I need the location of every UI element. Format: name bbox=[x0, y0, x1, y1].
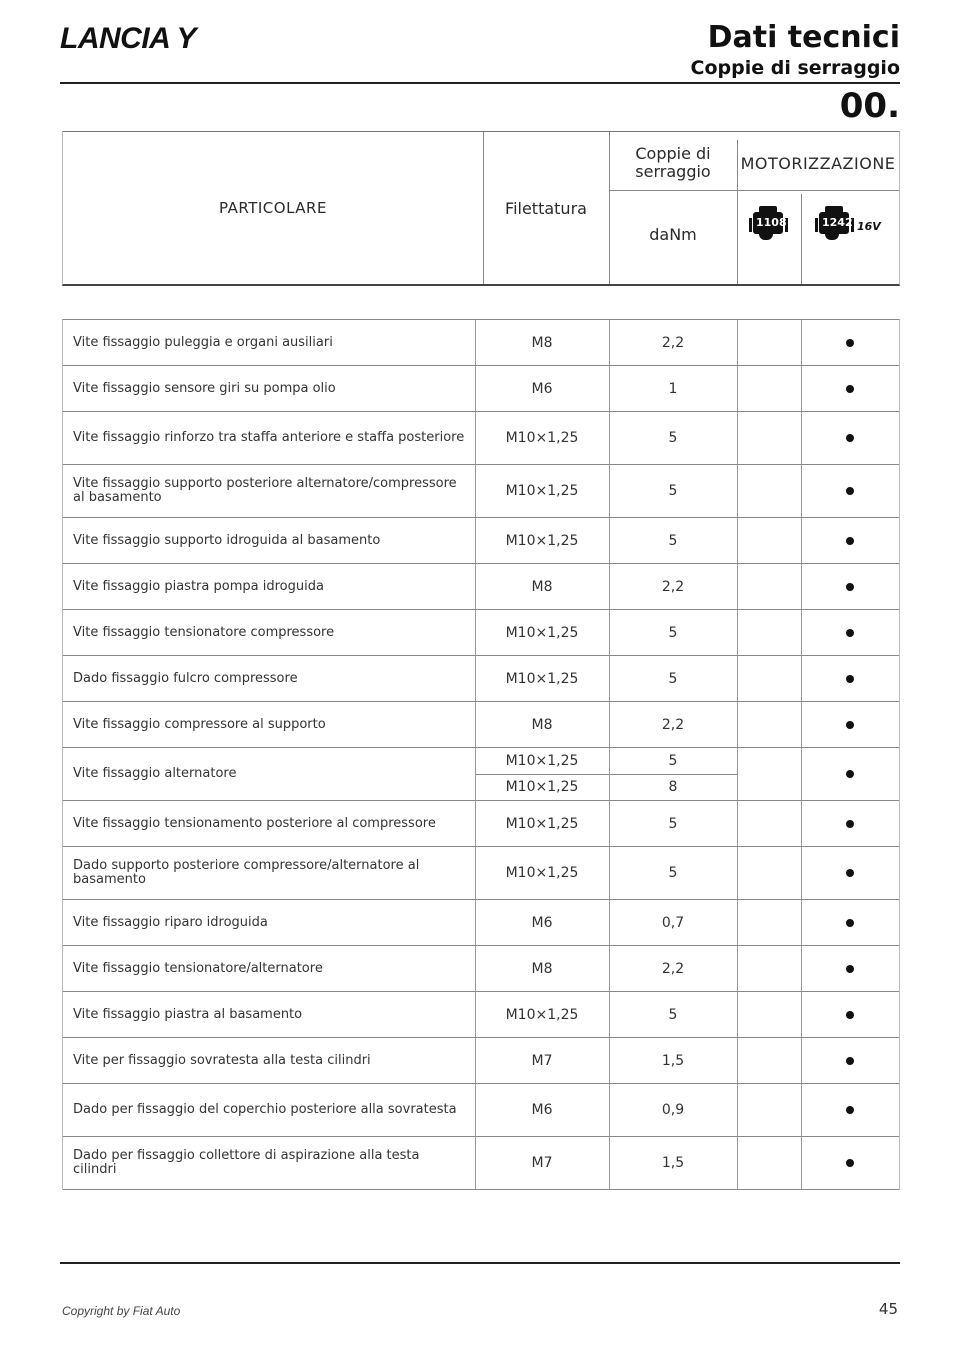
column-header-filettatura: Filettatura bbox=[505, 198, 587, 218]
table-row bbox=[63, 564, 899, 610]
engine-1108-cell bbox=[737, 900, 801, 945]
applicable-dot-icon bbox=[846, 820, 854, 828]
column-divider bbox=[475, 801, 476, 846]
page-title: Dati tecnici bbox=[707, 20, 900, 55]
column-divider bbox=[475, 656, 476, 701]
column-divider bbox=[609, 1137, 610, 1189]
engine-1108-cell bbox=[737, 992, 801, 1037]
torque-value: 5 bbox=[609, 748, 737, 775]
table-row bbox=[63, 465, 899, 518]
engine-1108-cell bbox=[737, 702, 801, 747]
engine-1108-cell bbox=[737, 320, 801, 365]
torque-cell bbox=[609, 748, 737, 800]
section-number: 00. bbox=[839, 86, 900, 126]
applicable-dot-icon bbox=[846, 583, 854, 591]
torque-value: 2,2 bbox=[661, 578, 685, 595]
column-divider bbox=[801, 1084, 802, 1136]
column-divider bbox=[609, 518, 610, 563]
part-description: Vite fissaggio compressore al supporto bbox=[73, 716, 326, 732]
part-description: Vite fissaggio tensionatore compressore bbox=[73, 624, 335, 640]
engine-1242-cell bbox=[801, 946, 899, 991]
thread-value: M10×1,25 bbox=[505, 532, 579, 549]
applicable-dot-icon bbox=[846, 869, 854, 877]
column-divider bbox=[737, 748, 738, 800]
column-divider bbox=[801, 748, 802, 800]
thread-value: M6 bbox=[531, 914, 553, 931]
column-divider bbox=[737, 656, 738, 701]
applicable-dot-icon bbox=[846, 487, 854, 495]
engine-1242-cell bbox=[801, 1038, 899, 1083]
engine-icon bbox=[753, 202, 793, 246]
footer-rule bbox=[60, 1262, 900, 1264]
torque-value: 0,7 bbox=[661, 914, 685, 931]
column-divider bbox=[475, 946, 476, 991]
brand-title: LANCIA Y bbox=[60, 22, 197, 55]
thread-value: M10×1,25 bbox=[505, 815, 579, 832]
engine-1108-cell bbox=[737, 465, 801, 517]
engine-1242-cell bbox=[801, 366, 899, 411]
engine-1242-cell bbox=[801, 518, 899, 563]
header-divider bbox=[801, 194, 802, 284]
table-row bbox=[63, 366, 899, 412]
engine-1242-cell bbox=[801, 748, 899, 800]
torque-table bbox=[62, 319, 900, 1190]
column-divider bbox=[737, 320, 738, 365]
column-divider bbox=[475, 1137, 476, 1189]
copyright-notice: Copyright by Fiat Auto bbox=[62, 1304, 181, 1318]
thread-value: M10×1,25 bbox=[475, 748, 609, 775]
column-divider bbox=[801, 412, 802, 464]
engine-1108-cell bbox=[737, 847, 801, 899]
engine-1242-cell bbox=[801, 1137, 899, 1189]
column-divider bbox=[609, 610, 610, 655]
column-divider bbox=[801, 656, 802, 701]
table-row bbox=[63, 1038, 899, 1084]
engine-1108-cell bbox=[737, 412, 801, 464]
column-divider bbox=[475, 518, 476, 563]
applicable-dot-icon bbox=[846, 675, 854, 683]
engine-1108-cell bbox=[737, 518, 801, 563]
column-divider bbox=[609, 748, 610, 800]
column-divider bbox=[737, 992, 738, 1037]
engine-1242-cell bbox=[801, 412, 899, 464]
column-divider bbox=[475, 992, 476, 1037]
thread-value: M10×1,25 bbox=[505, 779, 579, 795]
thread-value: M10×1,25 bbox=[505, 483, 579, 499]
part-description: Dado per fissaggio collettore di aspirazione alla testa cilindri bbox=[73, 1148, 420, 1177]
column-divider bbox=[737, 900, 738, 945]
header-rule bbox=[60, 82, 900, 84]
applicable-dot-icon bbox=[846, 1159, 854, 1167]
thread-value: M10×1,25 bbox=[505, 624, 579, 641]
torque-value: 5 bbox=[668, 624, 678, 641]
applicable-dot-icon bbox=[846, 1106, 854, 1114]
torque-value: 5 bbox=[668, 430, 678, 446]
part-description: Dado fissaggio fulcro compressore bbox=[73, 670, 298, 686]
column-divider bbox=[801, 610, 802, 655]
column-header-particolare: PARTICOLARE bbox=[219, 199, 327, 217]
engine-icon bbox=[819, 202, 889, 246]
column-divider bbox=[609, 1084, 610, 1136]
engine-1108-cell bbox=[737, 748, 801, 800]
column-divider bbox=[801, 1137, 802, 1189]
column-divider bbox=[475, 1038, 476, 1083]
engine-code-1242: 1242 bbox=[822, 216, 853, 229]
table-row bbox=[63, 1084, 899, 1137]
engine-1242-cell bbox=[801, 564, 899, 609]
thread-value: M6 bbox=[531, 1102, 553, 1118]
table-row bbox=[63, 518, 899, 564]
torque-value: 1,5 bbox=[661, 1052, 685, 1069]
engine-suffix-16v: 16V bbox=[857, 220, 881, 233]
torque-value: 5 bbox=[668, 670, 678, 687]
thread-value: M7 bbox=[531, 1155, 553, 1171]
engine-1242-cell bbox=[801, 610, 899, 655]
column-divider bbox=[801, 946, 802, 991]
column-divider bbox=[801, 366, 802, 411]
column-divider bbox=[737, 610, 738, 655]
column-divider bbox=[609, 847, 610, 899]
table-row bbox=[63, 748, 899, 801]
column-divider bbox=[609, 702, 610, 747]
column-divider bbox=[737, 1038, 738, 1083]
engine-1108-cell bbox=[737, 946, 801, 991]
engine-1108-cell bbox=[737, 801, 801, 846]
column-divider bbox=[801, 564, 802, 609]
column-divider bbox=[737, 1084, 738, 1136]
column-divider bbox=[475, 900, 476, 945]
engine-1242-cell bbox=[801, 465, 899, 517]
part-description: Vite fissaggio sensore giri su pompa olio bbox=[73, 380, 336, 396]
engine-1108-cell bbox=[737, 1137, 801, 1189]
table-row bbox=[63, 992, 899, 1038]
header-divider bbox=[609, 190, 899, 191]
column-divider bbox=[609, 465, 610, 517]
column-header-coppie: Coppie di serraggio bbox=[635, 144, 711, 181]
thread-value: M10×1,25 bbox=[505, 1006, 579, 1023]
thread-value: M10×1,25 bbox=[505, 670, 579, 687]
torque-value: 1 bbox=[668, 380, 678, 397]
engine-1108-cell bbox=[737, 656, 801, 701]
column-divider bbox=[801, 702, 802, 747]
thread-value: M8 bbox=[531, 716, 553, 733]
part-description: Vite fissaggio piastra pompa idroguida bbox=[73, 578, 324, 594]
applicable-dot-icon bbox=[846, 1057, 854, 1065]
table-row bbox=[63, 412, 899, 465]
table-row bbox=[63, 801, 899, 847]
part-description: Dado per fissaggio del coperchio posteriore alla sovratesta bbox=[73, 1102, 457, 1117]
part-description: Vite fissaggio supporto posteriore alternatore/compressore al basamento bbox=[73, 476, 457, 505]
engine-1242-cell bbox=[801, 900, 899, 945]
part-description: Dado supporto posteriore compressore/alternatore al basamento bbox=[73, 858, 420, 887]
torque-value: 2,2 bbox=[661, 716, 685, 733]
engine-1242-cell bbox=[801, 656, 899, 701]
table-row bbox=[63, 610, 899, 656]
column-divider bbox=[609, 564, 610, 609]
torque-value: 5 bbox=[668, 865, 678, 881]
column-divider bbox=[609, 1038, 610, 1083]
column-divider bbox=[737, 1137, 738, 1189]
applicable-dot-icon bbox=[846, 339, 854, 347]
applicable-dot-icon bbox=[846, 770, 854, 778]
unit-label: daNm bbox=[649, 224, 697, 244]
column-divider bbox=[609, 320, 610, 365]
column-divider bbox=[737, 412, 738, 464]
torque-value: 5 bbox=[668, 532, 678, 549]
torque-value: 2,2 bbox=[661, 960, 685, 977]
torque-value: 5 bbox=[668, 1006, 678, 1023]
page-subtitle: Coppie di serraggio bbox=[690, 57, 900, 79]
engine-1242-cell bbox=[801, 320, 899, 365]
table-row bbox=[63, 656, 899, 702]
table-row bbox=[63, 702, 899, 748]
part-description: Vite fissaggio piastra al basamento bbox=[73, 1006, 303, 1022]
torque-value: 0,9 bbox=[661, 1102, 685, 1118]
column-divider bbox=[737, 465, 738, 517]
thread-value: M6 bbox=[531, 380, 553, 397]
applicable-dot-icon bbox=[846, 919, 854, 927]
column-divider bbox=[801, 1038, 802, 1083]
column-divider bbox=[801, 320, 802, 365]
part-description: Vite fissaggio alternatore bbox=[73, 766, 237, 781]
torque-value: 2,2 bbox=[661, 334, 685, 351]
engine-1242-cell bbox=[801, 847, 899, 899]
engine-1108-cell bbox=[737, 1084, 801, 1136]
part-description: Vite per fissaggio sovratesta alla testa cilindri bbox=[73, 1052, 371, 1068]
applicable-dot-icon bbox=[846, 434, 854, 442]
torque-value: 1,5 bbox=[661, 1155, 685, 1171]
applicable-dot-icon bbox=[846, 721, 854, 729]
column-divider bbox=[737, 801, 738, 846]
torque-value: 8 bbox=[668, 779, 678, 795]
column-divider bbox=[475, 610, 476, 655]
thread-cell bbox=[475, 748, 609, 800]
table-row bbox=[63, 900, 899, 946]
table-row bbox=[63, 946, 899, 992]
column-divider bbox=[801, 847, 802, 899]
engine-1108-cell bbox=[737, 610, 801, 655]
thread-value: M8 bbox=[531, 960, 553, 977]
torque-value: 5 bbox=[668, 815, 678, 832]
column-divider bbox=[801, 518, 802, 563]
thread-value: M7 bbox=[531, 1052, 553, 1069]
column-divider bbox=[609, 656, 610, 701]
engine-1108-cell bbox=[737, 366, 801, 411]
column-divider bbox=[475, 847, 476, 899]
part-description: Vite fissaggio riparo idroguida bbox=[73, 914, 268, 930]
engine-1242-cell bbox=[801, 1084, 899, 1136]
thread-value: M8 bbox=[531, 578, 553, 595]
column-divider bbox=[609, 946, 610, 991]
column-divider bbox=[801, 900, 802, 945]
page-number: 45 bbox=[878, 1300, 898, 1318]
column-divider bbox=[475, 748, 476, 800]
column-divider bbox=[609, 992, 610, 1037]
table-row bbox=[63, 847, 899, 900]
thread-value: M10×1,25 bbox=[505, 865, 579, 881]
column-divider bbox=[475, 465, 476, 517]
column-divider bbox=[475, 366, 476, 411]
applicable-dot-icon bbox=[846, 385, 854, 393]
column-divider bbox=[609, 366, 610, 411]
column-divider bbox=[737, 847, 738, 899]
applicable-dot-icon bbox=[846, 1011, 854, 1019]
column-divider bbox=[475, 702, 476, 747]
engine-1108-cell bbox=[737, 564, 801, 609]
part-description: Vite fissaggio tensionamento posteriore al compressore bbox=[73, 815, 436, 831]
column-header-motorizzazione: MOTORIZZAZIONE bbox=[740, 153, 896, 173]
column-divider bbox=[475, 412, 476, 464]
column-divider bbox=[475, 320, 476, 365]
column-divider bbox=[737, 946, 738, 991]
applicable-dot-icon bbox=[846, 965, 854, 973]
applicable-dot-icon bbox=[846, 629, 854, 637]
engine-1108-cell bbox=[737, 1038, 801, 1083]
column-divider bbox=[609, 412, 610, 464]
column-divider bbox=[609, 801, 610, 846]
column-divider bbox=[737, 518, 738, 563]
table-row bbox=[63, 320, 899, 366]
column-divider bbox=[801, 992, 802, 1037]
applicable-dot-icon bbox=[846, 537, 854, 545]
table-header bbox=[62, 131, 900, 286]
engine-1242-cell bbox=[801, 801, 899, 846]
part-description: Vite fissaggio rinforzo tra staffa anteriore e staffa posteriore bbox=[73, 430, 465, 445]
column-divider bbox=[609, 900, 610, 945]
column-divider bbox=[737, 564, 738, 609]
table-row bbox=[63, 1137, 899, 1190]
column-divider bbox=[475, 1084, 476, 1136]
engine-1242-cell bbox=[801, 992, 899, 1037]
part-description: Vite fissaggio supporto idroguida al basamento bbox=[73, 532, 381, 548]
column-divider bbox=[475, 564, 476, 609]
part-description: Vite fissaggio puleggia e organi ausiliari bbox=[73, 334, 333, 350]
column-divider bbox=[737, 702, 738, 747]
thread-value: M8 bbox=[531, 334, 553, 351]
part-description: Vite fissaggio tensionatore/alternatore bbox=[73, 960, 323, 976]
column-divider bbox=[801, 801, 802, 846]
torque-value: 5 bbox=[668, 483, 678, 499]
engine-1242-cell bbox=[801, 702, 899, 747]
engine-code-1108: 1108 bbox=[756, 216, 787, 229]
column-divider bbox=[801, 465, 802, 517]
column-divider bbox=[737, 366, 738, 411]
thread-value: M10×1,25 bbox=[505, 430, 579, 446]
